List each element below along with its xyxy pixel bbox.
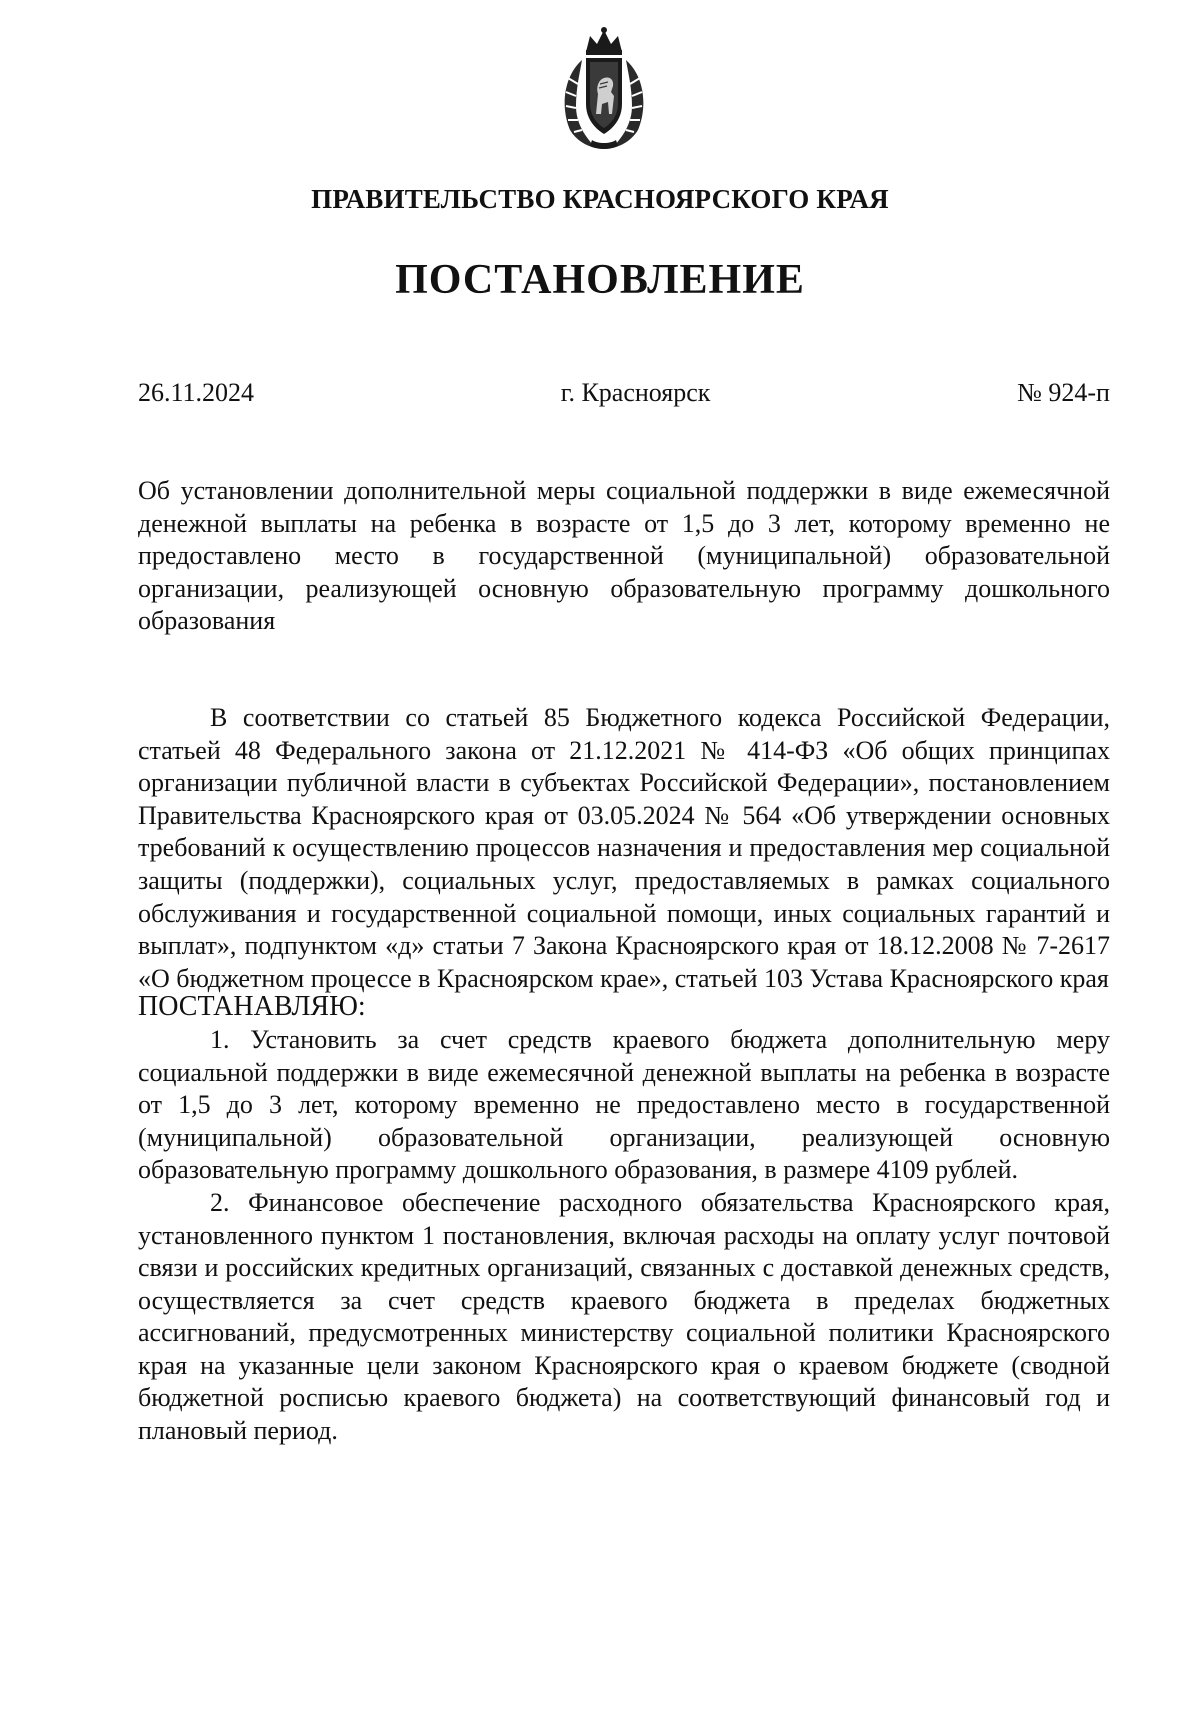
- krasnoyarsk-coat-of-arms-icon: [556, 26, 652, 152]
- government-title: ПРАВИТЕЛЬСТВО КРАСНОЯРСКОГО КРАЯ: [311, 184, 889, 214]
- document-date: 26.11.2024: [138, 378, 255, 407]
- document-type-title: ПОСТАНОВЛЕНИЕ: [395, 257, 805, 303]
- document-city: г. Красноярск: [560, 378, 711, 407]
- document-subject: Об установлении дополнительной меры социальной поддержки в виде ежемесячной денежной выплаты на ребенка в возрасте от 1,5 до 3 лет, которому временно не предоставлено место в государственной (муниципальной) образовательной организации, реализующей основную образовательную программу дошкольного образования: [138, 476, 1110, 635]
- document-meta-row: [138, 378, 1110, 408]
- document-body: [138, 702, 1110, 1448]
- item-paragraph-2: 2. Финансовое обеспечение расходного обязательства Красноярского края, установленного пунктом 1 постановления, включая расходы на оплату услуг почтовой связи и российских кредитных организаций, связанных с доставкой денежных средств, осуществляется за счет средств краевого бюджета в пределах бюджетных ассигнований, предусмотренных министерству социальной политики Красноярского края на указанные цели законом Красноярского края о краевом бюджете (сводной бюджетной росписью краевого бюджета) на соответствующий финансовый год и плановый период.: [138, 1187, 1110, 1446]
- document-number: № 924-п: [1017, 378, 1110, 407]
- item-paragraph-1: 1. Установить за счет средств краевого бюджета дополнительную меру социальной поддержки в виде ежемесячной денежной выплаты на ребенка в возрасте от 1,5 до 3 лет, которому временно не предоставлено место в государственной (муниципальной) образовательной организации, реализующей основную образовательную программу дошкольного образования, в размере 4109 рублей.: [138, 1024, 1110, 1185]
- preamble-paragraph: В соответствии со статьей 85 Бюджетного кодекса Российской Федерации, статьей 48 Федерального закона от 21.12.2021 № 414-ФЗ «Об общих принципах организации публичной власти в субъектах Российской Федерации», постановлением Правительства Красноярского края от 03.05.2024 № 564 «Об утверждении основных требований к осуществлению процессов назначения и предоставления мер социальной защиты (поддержки), социальных услуг, предоставляемых в рамках социального обслуживания и государственной социальной помощи, иных социальных гарантий и выплат», подпунктом «д» статьи 7 Закона Красноярского края от 18.12.2008 № 7-2617 «О бюджетном процессе в Красноярском крае», статьей 103 Устава Красноярского края: [138, 703, 1110, 993]
- decree-word: ПОСТАНАВЛЯЮ:: [138, 991, 366, 1023]
